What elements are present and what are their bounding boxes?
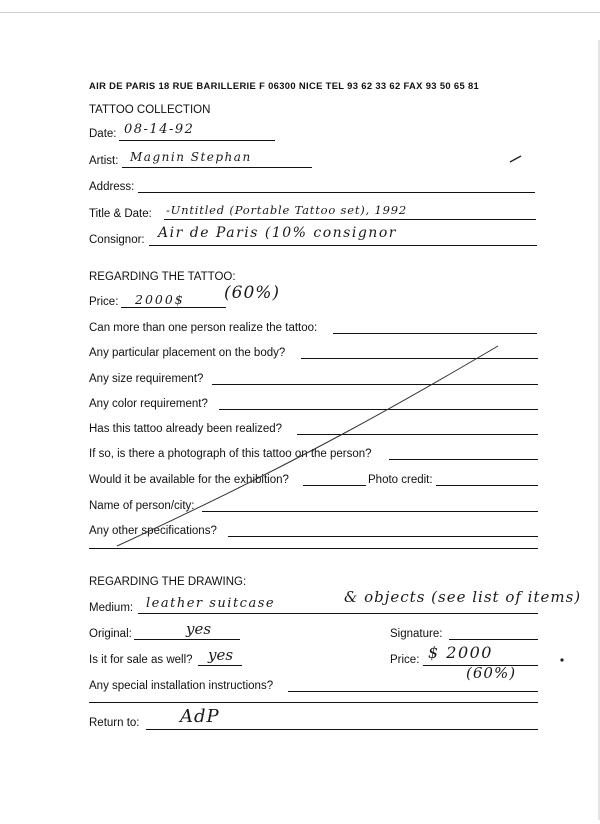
installation-label: Any special installation instructions? (89, 680, 274, 692)
medium-extra[interactable]: & objects (see list of items) (344, 588, 582, 606)
for-sale-label: Is it for sale as well? (89, 654, 193, 666)
artist-label: Artist: (89, 155, 119, 167)
medium-value[interactable]: leather suitcase (146, 596, 276, 611)
tattoo-price-label: Price: (89, 296, 119, 308)
signature-label: Signature: (390, 628, 443, 640)
question-size: Any size requirement? (89, 373, 204, 385)
artist-tick-mark (510, 156, 521, 162)
tattoo-price-percent[interactable]: (60%) (224, 283, 281, 303)
drawing-price-label: Price: (390, 654, 420, 666)
question-more-than-one-person: Can more than one person realize the tattoo: (89, 322, 318, 334)
address-label: Address: (89, 181, 135, 193)
question-available-exhibition: Would it be available for the exhibition? (89, 474, 289, 486)
for-sale-value[interactable]: yes (208, 646, 234, 664)
diagonal-strike-line (117, 346, 498, 546)
consignor-label: Consignor: (89, 234, 145, 246)
question-other-specifications: Any other specifications? (89, 525, 217, 537)
drawing-price-value[interactable]: $ 2000 (428, 643, 493, 662)
title-date-value[interactable]: -Untitled (Portable Tattoo set), 1992 (166, 203, 407, 217)
return-to-value[interactable]: AdP (180, 706, 220, 727)
tattoo-section-heading: REGARDING THE TATTOO: (89, 271, 236, 283)
drawing-section-heading: REGARDING THE DRAWING: (89, 576, 247, 588)
stray-dot-mark (560, 658, 563, 661)
question-color: Any color requirement? (89, 398, 208, 410)
artist-value[interactable]: Magnin Stephan (130, 150, 252, 164)
question-placement: Any particular placement on the body? (89, 347, 286, 359)
date-value[interactable]: 08-14-92 (124, 122, 195, 137)
photo-credit-label: Photo credit: (368, 474, 433, 486)
return-to-label: Return to: (89, 717, 140, 729)
tattoo-price-value[interactable]: 2000$ (135, 292, 185, 307)
consignor-value[interactable]: Air de Paris (10% consignor (158, 225, 397, 241)
question-photograph: If so, is there a photograph of this tattoo on the person? (89, 448, 372, 460)
date-label: Date: (89, 128, 117, 140)
title-date-label: Title & Date: (89, 208, 152, 220)
gallery-address-header: AIR DE PARIS 18 RUE BARILLERIE F 06300 NICE TEL 93 62 33 62 FAX 93 50 65 81 (89, 80, 480, 91)
drawing-price-percent[interactable]: (60%) (466, 664, 517, 682)
original-value[interactable]: yes (186, 620, 212, 638)
question-realized: Has this tattoo already been realized? (89, 423, 283, 435)
original-label: Original: (89, 628, 132, 640)
form-title: TATTOO COLLECTION (89, 104, 211, 116)
medium-label: Medium: (89, 602, 134, 614)
question-name-city: Name of person/city: (89, 500, 195, 512)
